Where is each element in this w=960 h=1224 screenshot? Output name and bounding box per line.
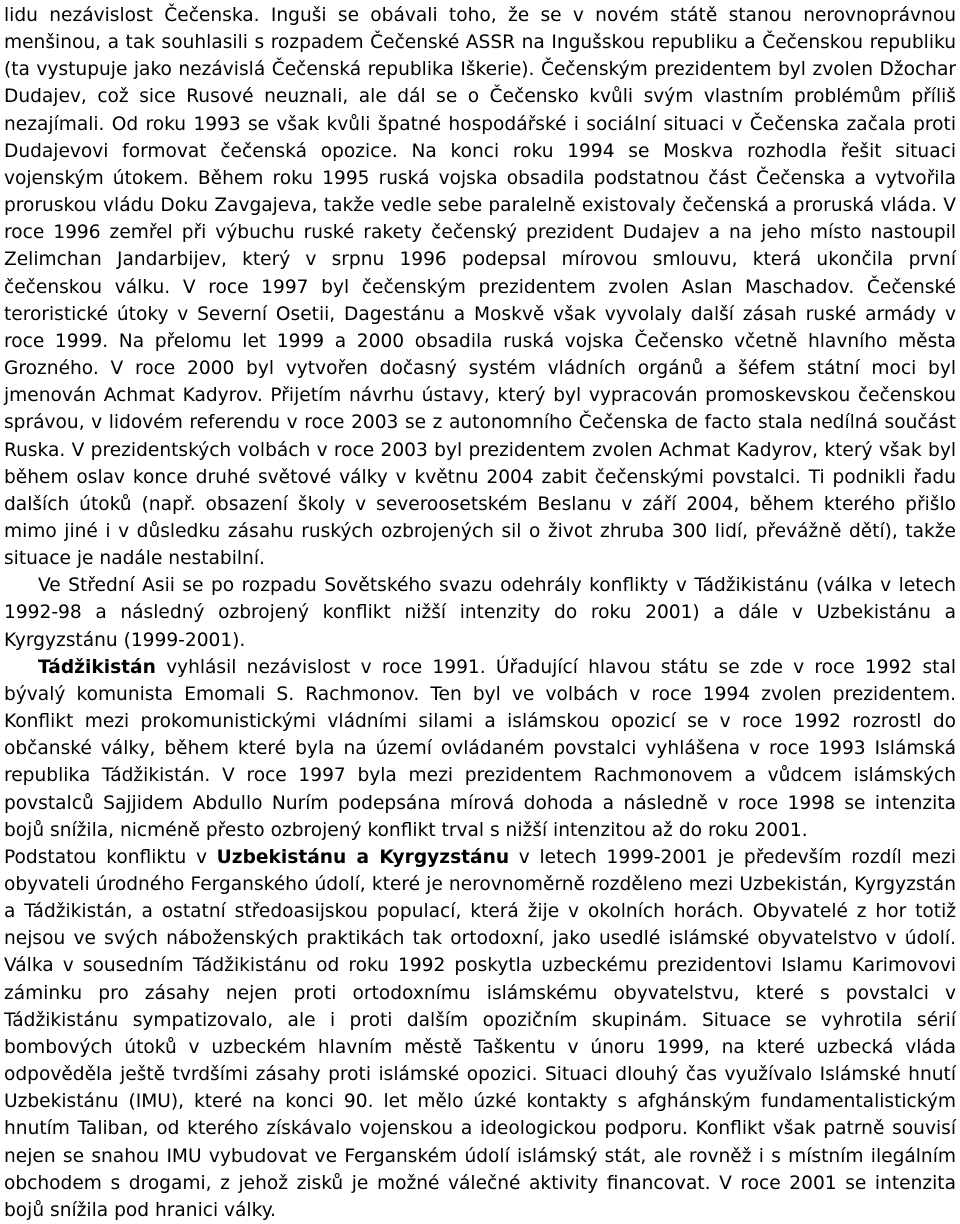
paragraph-central-asia: Ve Střední Asii se po rozpadu Sovětského svazu odehrály konflikty v Tádžikistánu (válka v letech 1992-98 a následný ozbrojený konflikt nižší intenzity do roku 2001) a dále v Uzbekistánu a Kyrgyzstánu (1999-2001). <box>4 575 956 651</box>
paragraph-chechnya: lidu nezávislost Čečenska. Inguši se obávali toho, že se v novém státě stanou nerovnoprávnou menšinou, a tak souhlasili s rozpadem Čečenské ASSR na Ingušskou republiku a Čečenskou republiku (ta vystupuje jako nezávislá Čečenská republika Iškerie). Čečenským prezidentem byl zvolen Džochar Dudajev, což sice Rusové neuznali, ale dál se o Čečensko kvůli svým vlastním problémům příliš nezajímali. Od roku 1993 se však kvůli špatné hospodářské i sociální situaci v Čečenska začala proti Dudajevovi formovat čečenská opozice. Na konci roku 1994 se Moskva rozhodla řešit situaci vojenským útokem. Během roku 1995 ruská vojska obsadila podstatnou část Čečenska a vytvořila proruskou vládu Doku Zavgajeva, takže vedle sebe paralelně existovaly čečenská a proruská vláda. V roce 1996 zemřel při výbuchu ruské rakety čečenský prezident Dudajev a na jeho místo nastoupil Zelimchan Jandarbijev, který v srpnu 1996 podepsal mírovou smlouvu, která ukončila první čečenskou válku. V roce 1997 byl čečenským prezidentem zvolen Aslan Maschadov. Čečenské teroristické útoky v Severní Osetii, Dagestánu a Moskvě však vyvolaly další zásah ruské armády v roce 1999. Na přelomu let 1999 a 2000 obsadila ruská vojska Čečensko včetně hlavního města Grozného. V roce 2000 byl vytvořen dočasný systém vládních orgánů a šéfem státní moci byl jmenován Achmat Kadyrov. Přijetím návrhu ústavy, který byl vypracován promoskevskou čečenskou správou, v lidovém referendu v roce 2003 se z autonomního Čečenska de facto stala nedílná součást Ruska. V prezidentských volbách v roce 2003 byl prezidentem zvolen Achmat Kadyrov, který však byl během oslav konce druhé světové války v květnu 2004 zabit čečenskými povstalci. Ti podnikli řadu dalších útoků (např. obsazení školy v severoosetském Beslanu v září 2004, během kterého přišlo mimo jiné i v důsledku zásahu ruských ozbrojených sil o život zhruba 300 lidí, převážně dětí), takže situace je nadále nestabilní. <box>4 5 956 570</box>
uzbek-kyrgyz-text: v letech 1999-2001 je především rozdíl mezi obyvateli úrodného Ferganského údolí, které je nerovnoměrně rozděleno mezi Uzbekistán, Kyrgyzstán a Tádžikistán, a ostatní středoasijskou populací, která žije v okolních horách. Obyvatelé z hor totiž nejsou ve svých náboženských praktikách tak ortodoxní, jako usedlé islámské obyvatelstvo v údolí. Válka v sousedním Tádžikistánu od roku 1992 poskytla uzbeckému prezidentovi Islamu Karimovovi záminku pro zásahy nejen proti ortodoxnímu islámskému obyvatelstvu, které s povstalci v Tádžikistánu sympatizovalo, ale i proti dalším opozičním skupinám. Situace se vyhrotila sérií bombových útoků v uzbeckém hlavním městě Taškentu v únoru 1999, na které uzbecká vláda odpověděla ještě tvrdšími zásahy proti islámské opozici. Situaci dlouhý čas využívalo Islámské hnutí Uzbekistánu (IMU), které na konci 90. let mělo úzké kontakty s afghánským fundamentalistickým hnutím Taliban, od kterého získávalo vojenskou a ideologickou podporu. Konflikt však patrně souvisí nejen se snahou IMU vybudovat ve Ferganském údolí islámský stát, ale rovněž i s místním ilegálním obchodem s drogami, z jehož zisků je možné válečné aktivity financovat. V roce 2001 se intenzita bojů snížila pod hranici války. <box>4 846 956 1221</box>
uzbek-kyrgyz-heading-term: Uzbekistánu a Kyrgyzstánu <box>216 846 510 868</box>
paragraph-tajikistan <box>4 654 956 844</box>
uzbek-kyrgyz-intro: Podstatou konfliktu v <box>4 846 217 868</box>
tajikistan-text: vyhlásil nezávislost v roce 1991. Úřadující hlavou státu se zde v roce 1992 stal bývalý komunista Emomali S. Rachmonov. Ten byl ve volbách v roce 1994 zvolen prezidentem. Konflikt mezi prokomunistickými vládními silami a islámskou opozicí se v roce 1992 rozrostl do občanské války, během které byla na území ovládaném povstalci vyhlášena v roce 1993 Islámská republika Tádžikistán. V roce 1997 byla mezi prezidentem Rachmonovem a vůdcem islámských povstalců Sajjidem Abdullo Nurím podepsána mírová dohoda a následně v roce 1998 se intenzita bojů snížila, nicméně přesto ozbrojený konflikt trval s nižší intenzitou až do roku 2001. <box>4 656 956 841</box>
paragraph-uzbekistan-kyrgyzstan <box>4 844 956 1224</box>
tajikistan-heading-term: Tádžikistán <box>38 656 156 678</box>
